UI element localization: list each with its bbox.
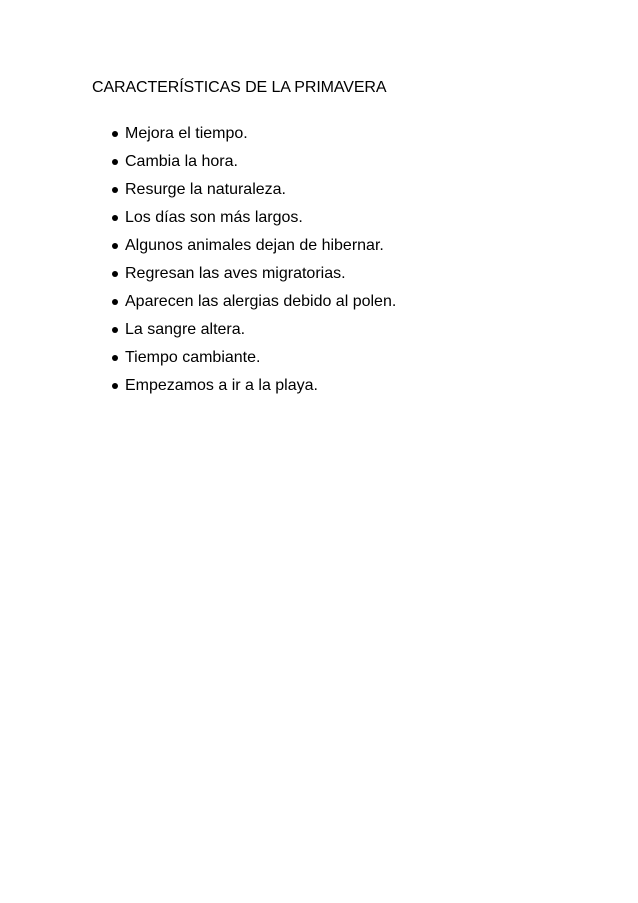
list-item-text: La sangre altera. <box>125 321 246 338</box>
list-item-text: Los días son más largos. <box>125 209 303 226</box>
list-item <box>108 232 396 260</box>
bullet-icon <box>112 243 118 249</box>
list-item-text: Tiempo cambiante. <box>125 349 261 366</box>
characteristics-list <box>108 120 396 400</box>
list-item <box>108 260 396 288</box>
bullet-icon <box>112 215 118 221</box>
bullet-icon <box>112 383 118 389</box>
list-item <box>108 204 396 232</box>
list-item <box>108 120 396 148</box>
list-item <box>108 344 396 372</box>
list-item <box>108 176 396 204</box>
bullet-icon <box>112 271 118 277</box>
list-item-text: Aparecen las alergias debido al polen. <box>125 293 397 310</box>
list-item-text: Cambia la hora. <box>125 153 238 170</box>
list-item-text: Empezamos a ir a la playa. <box>125 377 318 394</box>
bullet-icon <box>112 299 118 305</box>
document-title: CARACTERÍSTICAS DE LA PRIMAVERA <box>92 79 387 96</box>
bullet-icon <box>112 327 118 333</box>
list-item <box>108 288 396 316</box>
bullet-icon <box>112 131 118 137</box>
list-item-text: Algunos animales dejan de hibernar. <box>125 237 384 254</box>
list-item <box>108 372 396 400</box>
list-item <box>108 148 396 176</box>
bullet-icon <box>112 159 118 165</box>
list-item-text: Regresan las aves migratorias. <box>125 265 346 282</box>
list-item-text: Resurge la naturaleza. <box>125 181 286 198</box>
bullet-icon <box>112 355 118 361</box>
list-item <box>108 316 396 344</box>
list-item-text: Mejora el tiempo. <box>125 125 248 142</box>
bullet-icon <box>112 187 118 193</box>
